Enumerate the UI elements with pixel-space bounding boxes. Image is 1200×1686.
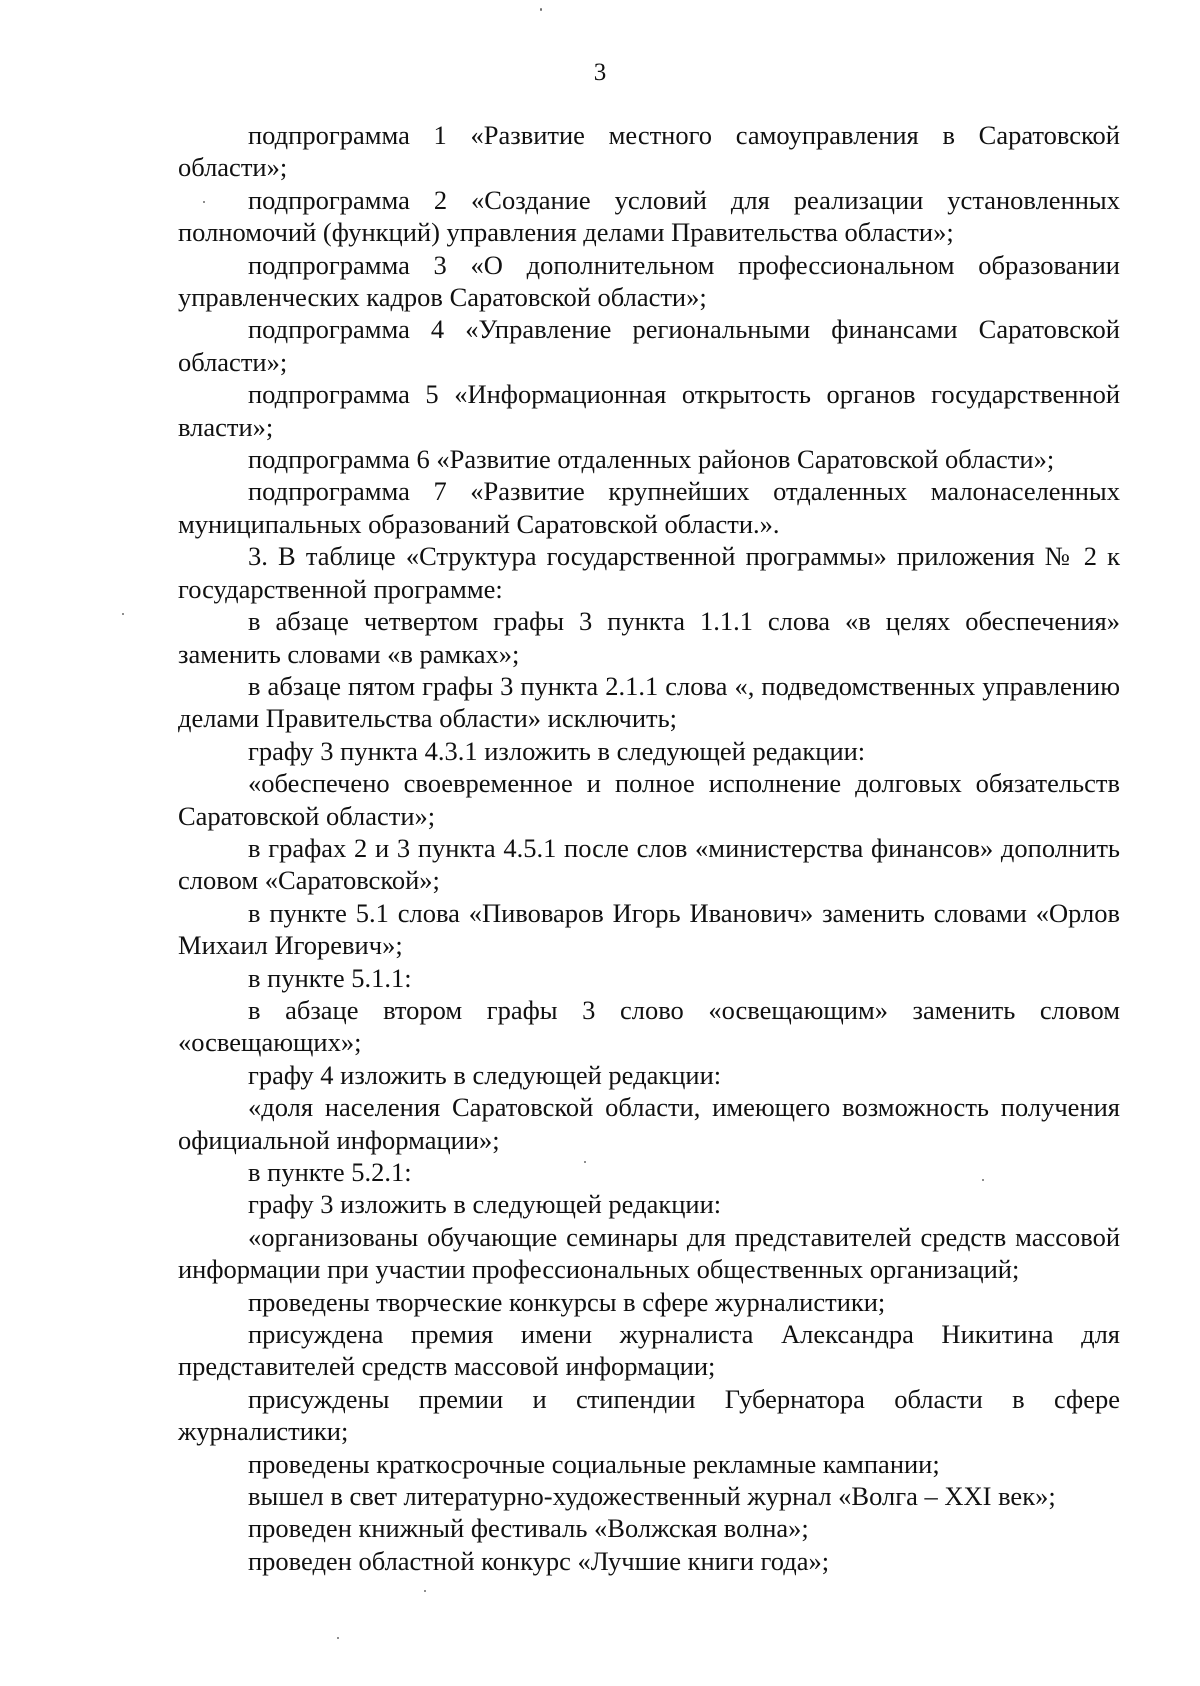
paragraph-item-5-1: в пункте 5.1 слова «Пивоваров Игорь Иванович» заменить словами «Орлов Михаил Игоревич»; <box>178 897 1120 961</box>
paragraph-column-3: графу 3 изложить в следующей редакции: <box>248 1189 722 1220</box>
paragraph-book-festival: проведен книжный фестиваль «Волжская волна»; <box>248 1513 809 1544</box>
paragraph-item-4-3-1: графу 3 пункта 4.3.1 изложить в следующей редакции: <box>248 735 866 766</box>
paragraph-quote-population: «доля населения Саратовской области, имеющего возможность получения официальной информации»; <box>178 1092 1120 1155</box>
paragraph-subprogram-1: подпрограмма 1 «Развитие местного самоуправления в Саратовской области»; <box>178 120 1120 183</box>
document-body <box>178 119 1120 1577</box>
paragraph-column-4: графу 4 изложить в следующей редакции: <box>248 1059 722 1090</box>
paragraph-section-3: 3. В таблице «Структура государственной программы» приложения № 2 к государственной программе: <box>178 541 1120 604</box>
paragraph-word-replace: в абзаце втором графы 3 слово «освещающим» заменить словом «освещающих»; <box>178 994 1120 1058</box>
paragraph-ad-campaigns: проведены краткосрочные социальные рекламные кампании; <box>248 1448 940 1479</box>
paragraph-nikitin-prize: присуждена премия имени журналиста Александра Никитина для представителей средств массовой информации; <box>178 1319 1120 1382</box>
scan-speck <box>584 1161 586 1163</box>
paragraph-contests: проведены творческие конкурсы в сфере журналистики; <box>248 1286 886 1317</box>
paragraph-quote-seminars: «организованы обучающие семинары для представителей средств массовой информации при участии профессиональных общественных организаций; <box>178 1221 1120 1285</box>
paragraph-item-1-1-1: в абзаце четвертом графы 3 пункта 1.1.1 слова «в целях обеспечения» заменить словами «в рамках»; <box>178 606 1120 669</box>
paragraph-subprogram-6: подпрограмма 6 «Развитие отдаленных районов Саратовской области»; <box>248 444 1055 475</box>
paragraph-subprogram-5: подпрограмма 5 «Информационная открытость органов государственной власти»; <box>178 379 1120 442</box>
paragraph-subprogram-3: подпрограмма 3 «О дополнительном профессиональном образовании управленческих кадров Саратовской области»; <box>178 249 1120 313</box>
paragraph-item-2-1-1: в абзаце пятом графы 3 пункта 2.1.1 слова «, подведомственных управлению делами Правительства области» исключить; <box>178 670 1120 734</box>
paragraph-governor-prizes: присуждены премии и стипендии Губернатора области в сфере журналистики; <box>178 1383 1120 1447</box>
paragraph-volga-journal: вышел в свет литературно-художественный журнал «Волга – XXI век»; <box>248 1481 1056 1512</box>
scan-speck <box>982 1179 984 1181</box>
paragraph-subprogram-7: подпрограмма 7 «Развитие крупнейших отдаленных малонаселенных муниципальных образований Саратовской области.». <box>178 476 1120 539</box>
paragraph-best-books: проведен областной конкурс «Лучшие книги года»; <box>248 1545 830 1576</box>
paragraph-item-4-5-1: в графах 2 и 3 пункта 4.5.1 после слов «министерства финансов» дополнить словом «Саратовской»; <box>178 832 1120 896</box>
paragraph-item-5-2-1: в пункте 5.2.1: <box>248 1157 412 1187</box>
paragraph-subprogram-4: подпрограмма 4 «Управление региональными финансами Саратовской области»; <box>178 314 1120 377</box>
page-number: 3 <box>593 59 607 86</box>
scan-speck <box>337 1637 339 1639</box>
scan-speck <box>203 201 205 203</box>
paragraph-subprogram-2: подпрограмма 2 «Создание условий для реализации установленных полномочий (функций) управления делами Правительства области»; <box>178 184 1120 248</box>
paragraph-item-5-1-1: в пункте 5.1.1: <box>248 962 412 993</box>
scan-speck <box>424 1590 426 1592</box>
paragraph-quote-debt: «обеспечено своевременное и полное исполнение долговых обязательств Саратовской области»; <box>178 768 1120 831</box>
scan-speck <box>540 8 542 11</box>
scan-speck <box>122 613 124 615</box>
